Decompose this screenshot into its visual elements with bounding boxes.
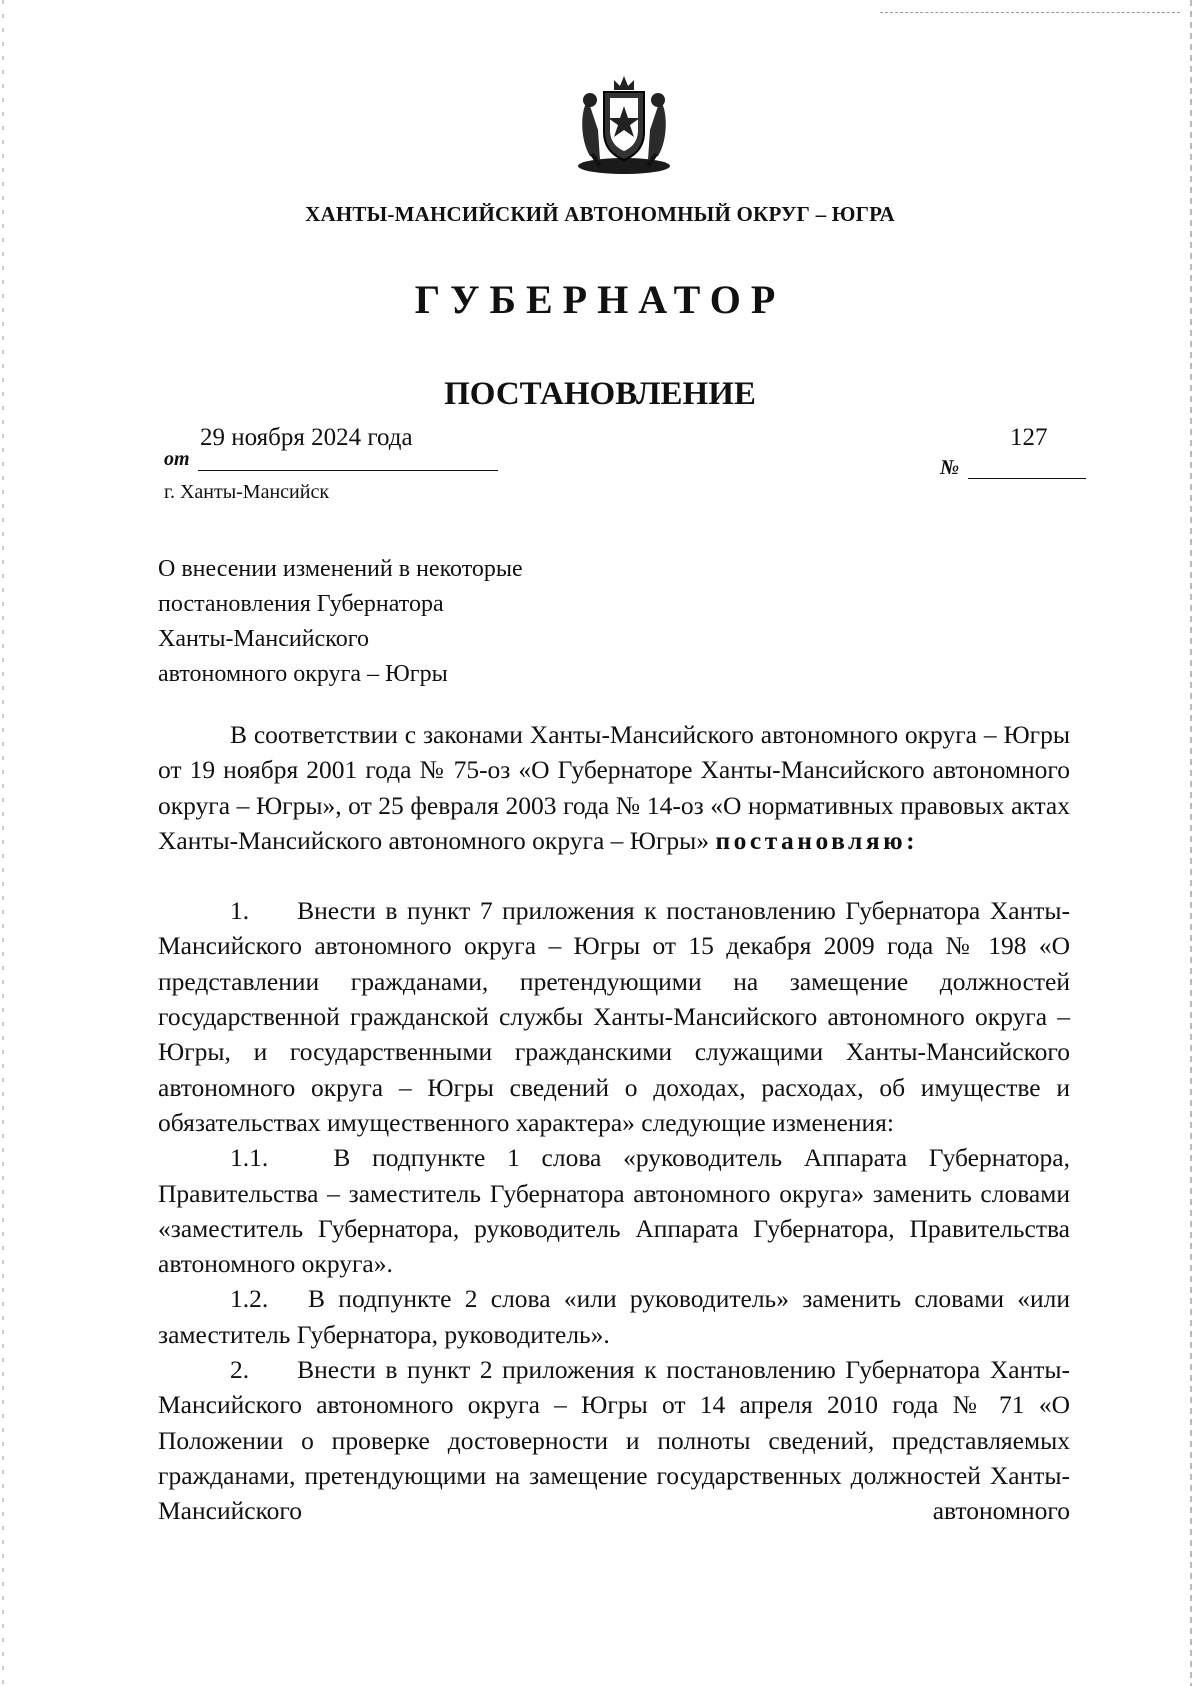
preamble-paragraph <box>158 717 1070 858</box>
decree-date: 29 ноября 2024 года <box>200 424 413 451</box>
number-underline <box>968 478 1086 479</box>
issue-city: г. Ханты-Мансийск <box>164 481 330 503</box>
subject-line: постановления Губернатора <box>158 591 444 617</box>
date-prefix: от <box>164 448 190 470</box>
item-2: 2. Внести в пункт 2 приложения к постановлению Губернатора Ханты-Мансийского автономного округа – Югры от 14 апреля 2010 года № 71 «О Положении о проверке достоверности и полноты сведений, представляемых гражданами, претендующими на замещение государственных должностей Ханты-Мансийского автономного <box>158 1355 1070 1526</box>
decree-body <box>158 717 1070 1529</box>
region-title: ХАНТЫ-МАНСИЙСКИЙ АВТОНОМНЫЙ ОКРУГ – ЮГРА <box>305 202 895 226</box>
item-1: 1. Внести в пункт 7 приложения к постановлению Губернатора Ханты-Мансийского автономного округа – Югры от 15 декабря 2009 года № 198 «О представлении гражданами, претендующими на замещение должностей государственной гражданской службы Ханты-Мансийского автономного округа – Югры, и государственными гражданскими служащими Ханты-Мансийского автономного округа – Югры сведений о доходах, расходах, об имуществе и обязательствах имущественного характера» следующие изменения: <box>158 896 1070 1137</box>
coat-of-arms-emblem <box>570 70 678 178</box>
resolve-word: постановляю: <box>715 825 919 855</box>
scan-edge <box>1190 0 1192 1686</box>
item-1-1: 1.1. В подпункте 1 слова «руководитель Аппарата Губернатора, Правительства – заместитель Губернатора автономного округа» заменить словами «заместитель Губернатора, руководитель Аппарата Губернатора, Правительства автономного округа». <box>158 1143 1070 1279</box>
preamble-text: В соответствии с законами Ханты-Мансийского автономного округа – Югры от 19 ноября 2001 года № 75-оз «О Губернаторе Ханты-Мансийского автономного округа – Югры», от 25 февраля 2003 года № 14-оз «О нормативных правовых актах Ханты-Мансийского автономного округа – Югры» <box>158 720 1070 855</box>
decree-subject <box>158 552 523 692</box>
scan-edge <box>2 0 4 1686</box>
subject-line: Ханты-Мансийского <box>158 626 369 652</box>
subject-line: О внесении изменений в некоторые <box>158 556 523 582</box>
item-1-2: 1.2. В подпункте 2 слова «или руководитель» заменить словами «или заместитель Губернатора, руководитель». <box>158 1284 1070 1349</box>
document-type: ПОСТАНОВЛЕНИЕ <box>444 376 756 412</box>
scan-mark <box>880 12 1180 14</box>
subject-line: автономного округа – Югры <box>158 661 448 687</box>
decree-number: 127 <box>1010 424 1048 451</box>
date-underline <box>198 470 498 471</box>
authority-title: ГУБЕРНАТОР <box>414 277 786 322</box>
number-prefix: № <box>940 455 960 479</box>
